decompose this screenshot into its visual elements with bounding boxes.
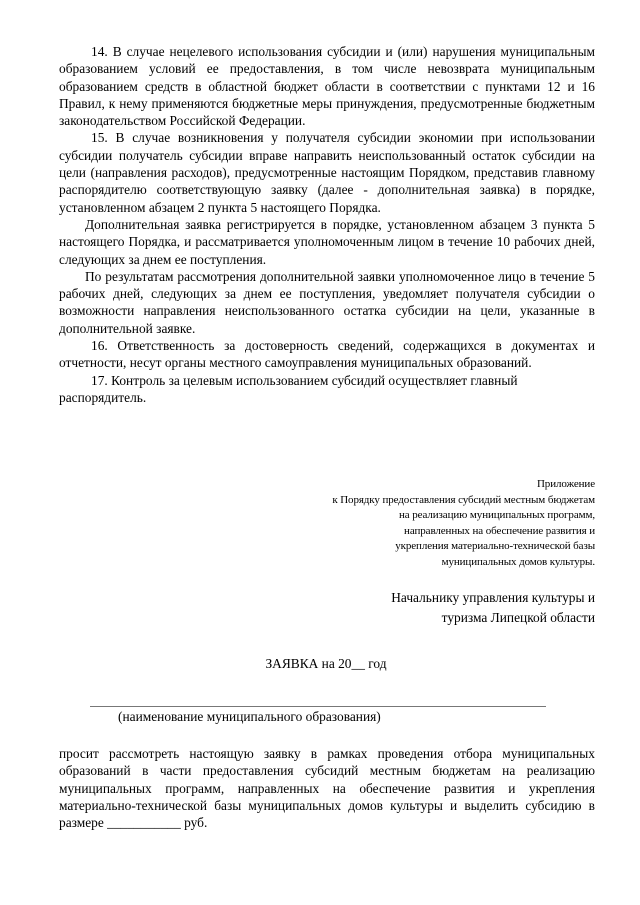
- addressee-line: Начальнику управления культуры и: [391, 590, 595, 605]
- regulation-text: [59, 43, 595, 406]
- paragraph-review-results: По результатам рассмотрения дополнительной заявки уполномоченное лицо в течение 5 рабочих дней, следующих за днем ее поступления, уведомляет получателя субсидии о возможности направления неиспользованного остатка субсидии на цели, указанные в дополнительной заявке.: [59, 268, 595, 336]
- paragraph-14: 14. В случае нецелевого использования субсидии и (или) нарушения муниципальным образованием условий ее предоставления, в том числе невозврата муниципальным образованием средств в областной бюджет области в соответствии с пунктами 12 и 16 Правил, к нему применяются бюджетные меры принуждения, предусмотренные бюджетным законодательством Российской Федерации.: [59, 44, 595, 129]
- municipality-name-caption: (наименование муниципального образования): [118, 709, 381, 724]
- appendix-line: на реализацию муниципальных программ,: [398, 509, 595, 522]
- paragraph-16: 16. Ответственность за достоверность сведений, содержащихся в документах и отчетности, несут органы местного самоуправления муниципальных образований.: [59, 338, 595, 371]
- municipality-name-line: [90, 706, 546, 707]
- appendix-line: к Порядку предоставления субсидий местным бюджетам: [332, 493, 595, 506]
- appendix-line: муниципальных домов культуры.: [441, 555, 595, 568]
- appendix-line: укрепления материально-технической базы: [395, 540, 595, 553]
- request-paragraph: просит рассмотреть настоящую заявку в рамках проведения отбора муниципальных образований в части предоставления субсидий местным бюджетам на реализацию муниципальных программ, направленных на обеспечение развития и укрепления материально-технической базы муниципальных домов культуры и выделить субсидию в размере ___________ руб.: [59, 746, 595, 831]
- addressee-line: туризма Липецкой области: [441, 609, 595, 625]
- paragraph-additional-request: Дополнительная заявка регистрируется в порядке, установленном абзацем 3 пункта 5 настоящего Порядка, и рассматривается уполномоченным лицом в течение 10 рабочих дней, следующих за днем ее поступления.: [59, 216, 595, 267]
- paragraph-17: 17. Контроль за целевым использованием субсидий осуществляет главный распорядитель.: [59, 372, 518, 405]
- request-text-block: [59, 745, 595, 831]
- appendix-header: [255, 477, 595, 571]
- form-title: ЗАЯВКА на 20__ год: [265, 656, 387, 671]
- appendix-line: Приложение: [536, 478, 595, 490]
- addressee-block: [295, 588, 595, 627]
- paragraph-15: 15. В случае возникновения у получателя субсидии экономии при использовании субсидии получатель субсидии вправе направить неиспользованный остаток субсидии на цели (направления расходов), предусмотренные настоящим Порядком, представив главному распорядителю соответствующую заявку (далее - дополнительная заявка) в порядке, установленном абзацем 2 пункта 5 настоящего Порядка.: [59, 130, 595, 215]
- appendix-line: направленных на обеспечение развития и: [404, 524, 595, 537]
